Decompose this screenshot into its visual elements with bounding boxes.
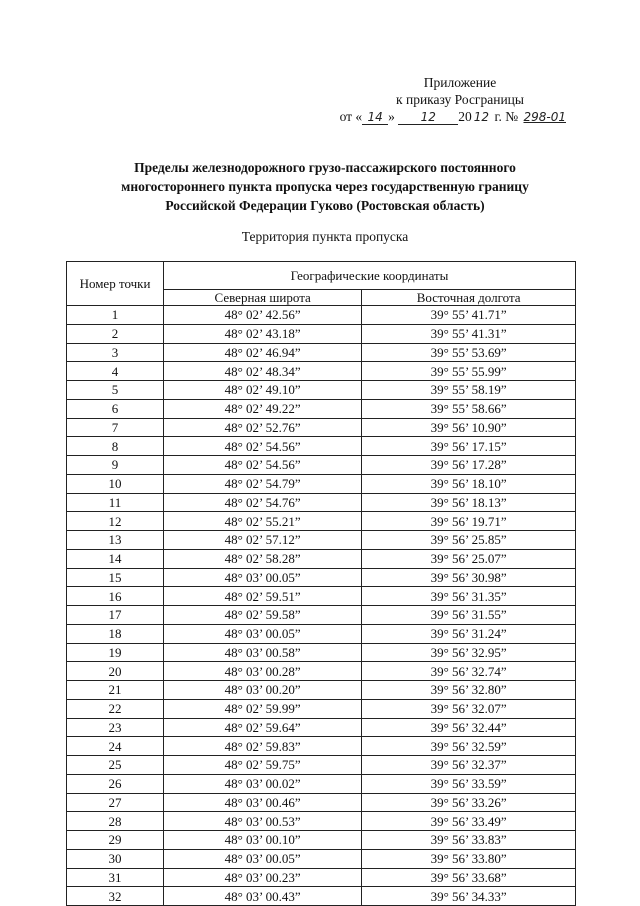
- title-line: Пределы железнодорожного грузо-пассажирского постоянного: [134, 160, 516, 175]
- latitude-cell: 48° 02’ 54.56”: [164, 437, 362, 456]
- order-date-number: [330, 108, 590, 125]
- table-row: [67, 737, 576, 756]
- table-row: [67, 831, 576, 850]
- latitude-cell: 48° 03’ 00.23”: [164, 868, 362, 887]
- longitude-cell: 39° 56’ 18.10”: [362, 474, 576, 493]
- point-number-cell: 22: [67, 699, 164, 718]
- longitude-cell: 39° 56’ 32.59”: [362, 737, 576, 756]
- table-row: [67, 718, 576, 737]
- table-row: [67, 887, 576, 906]
- longitude-cell: 39° 56’ 32.74”: [362, 662, 576, 681]
- table-row: [67, 662, 576, 681]
- order-reference: к приказу Росграницы: [396, 92, 524, 107]
- year-prefix: 20: [458, 109, 472, 124]
- header-longitude: Восточная долгота: [362, 290, 576, 306]
- longitude-cell: 39° 56’ 19.71”: [362, 512, 576, 531]
- longitude-cell: 39° 56’ 31.24”: [362, 624, 576, 643]
- header-geo-coordinates: Географические координаты: [164, 262, 576, 290]
- table-row: [67, 418, 576, 437]
- appendix-label: Приложение: [423, 75, 497, 90]
- point-number-cell: 31: [67, 868, 164, 887]
- latitude-cell: 48° 03’ 00.10”: [164, 831, 362, 850]
- latitude-cell: 48° 02’ 59.51”: [164, 587, 362, 606]
- document-subtitle: Территория пункта пропуска: [241, 229, 409, 244]
- table-body: [67, 306, 576, 906]
- point-number-cell: 6: [67, 399, 164, 418]
- longitude-cell: 39° 56’ 17.15”: [362, 437, 576, 456]
- latitude-cell: 48° 02’ 59.64”: [164, 718, 362, 737]
- longitude-cell: 39° 56’ 31.55”: [362, 606, 576, 625]
- table-row: [67, 868, 576, 887]
- table-row: [67, 849, 576, 868]
- latitude-cell: 48° 03’ 00.46”: [164, 793, 362, 812]
- table-row: [67, 493, 576, 512]
- longitude-cell: 39° 56’ 25.07”: [362, 549, 576, 568]
- point-number-cell: 29: [67, 831, 164, 850]
- table-row: [67, 306, 576, 325]
- longitude-cell: 39° 56’ 33.59”: [362, 774, 576, 793]
- latitude-cell: 48° 03’ 00.05”: [164, 849, 362, 868]
- point-number-cell: 18: [67, 624, 164, 643]
- table-row: [67, 812, 576, 831]
- title-line: Российской Федерации Гуково (Ростовская область): [165, 198, 485, 213]
- table-row: [67, 793, 576, 812]
- document-header: [330, 74, 590, 125]
- longitude-cell: 39° 56’ 33.26”: [362, 793, 576, 812]
- point-number-cell: 21: [67, 681, 164, 700]
- header-latitude: Северная широта: [164, 290, 362, 306]
- longitude-cell: 39° 56’ 25.85”: [362, 531, 576, 550]
- longitude-cell: 39° 56’ 34.33”: [362, 887, 576, 906]
- point-number-cell: 26: [67, 774, 164, 793]
- longitude-cell: 39° 56’ 31.35”: [362, 587, 576, 606]
- latitude-cell: 48° 02’ 58.28”: [164, 549, 362, 568]
- point-number-cell: 27: [67, 793, 164, 812]
- point-number-cell: 10: [67, 474, 164, 493]
- table-row: [67, 512, 576, 531]
- table-row: [67, 531, 576, 550]
- table-row: [67, 381, 576, 400]
- latitude-cell: 48° 03’ 00.02”: [164, 774, 362, 793]
- order-day: 14: [362, 111, 388, 125]
- table-row: [67, 756, 576, 775]
- order-number: 298-01: [523, 110, 566, 124]
- longitude-cell: 39° 56’ 18.13”: [362, 493, 576, 512]
- longitude-cell: 39° 55’ 41.31”: [362, 324, 576, 343]
- latitude-cell: 48° 02’ 54.56”: [164, 456, 362, 475]
- point-number-cell: 23: [67, 718, 164, 737]
- point-number-cell: 5: [67, 381, 164, 400]
- header-point-number: Номер точки: [67, 262, 164, 306]
- coordinates-table: [66, 261, 576, 906]
- table-row: [67, 774, 576, 793]
- latitude-cell: 48° 02’ 54.79”: [164, 474, 362, 493]
- point-number-cell: 9: [67, 456, 164, 475]
- longitude-cell: 39° 56’ 30.98”: [362, 568, 576, 587]
- table-row: [67, 568, 576, 587]
- point-number-cell: 3: [67, 343, 164, 362]
- order-year: 12: [473, 110, 490, 124]
- latitude-cell: 48° 02’ 57.12”: [164, 531, 362, 550]
- latitude-cell: 48° 02’ 43.18”: [164, 324, 362, 343]
- latitude-cell: 48° 03’ 00.53”: [164, 812, 362, 831]
- point-number-cell: 28: [67, 812, 164, 831]
- point-number-cell: 4: [67, 362, 164, 381]
- latitude-cell: 48° 03’ 00.28”: [164, 662, 362, 681]
- point-number-cell: 11: [67, 493, 164, 512]
- longitude-cell: 39° 56’ 33.80”: [362, 849, 576, 868]
- latitude-cell: 48° 03’ 00.05”: [164, 568, 362, 587]
- longitude-cell: 39° 55’ 58.19”: [362, 381, 576, 400]
- longitude-cell: 39° 56’ 32.07”: [362, 699, 576, 718]
- longitude-cell: 39° 56’ 17.28”: [362, 456, 576, 475]
- longitude-cell: 39° 55’ 55.99”: [362, 362, 576, 381]
- latitude-cell: 48° 02’ 59.75”: [164, 756, 362, 775]
- longitude-cell: 39° 56’ 33.49”: [362, 812, 576, 831]
- latitude-cell: 48° 03’ 00.05”: [164, 624, 362, 643]
- latitude-cell: 48° 02’ 59.99”: [164, 699, 362, 718]
- title-line: многостороннего пункта пропуска через государственную границу: [121, 179, 529, 194]
- longitude-cell: 39° 56’ 32.44”: [362, 718, 576, 737]
- longitude-cell: 39° 55’ 53.69”: [362, 343, 576, 362]
- latitude-cell: 48° 02’ 54.76”: [164, 493, 362, 512]
- latitude-cell: 48° 02’ 46.94”: [164, 343, 362, 362]
- point-number-cell: 24: [67, 737, 164, 756]
- table-row: [67, 343, 576, 362]
- table-row: [67, 699, 576, 718]
- longitude-cell: 39° 56’ 33.68”: [362, 868, 576, 887]
- longitude-cell: 39° 56’ 32.80”: [362, 681, 576, 700]
- table-row: [67, 624, 576, 643]
- latitude-cell: 48° 02’ 42.56”: [164, 306, 362, 325]
- point-number-cell: 8: [67, 437, 164, 456]
- longitude-cell: 39° 56’ 10.90”: [362, 418, 576, 437]
- latitude-cell: 48° 03’ 00.58”: [164, 643, 362, 662]
- point-number-cell: 7: [67, 418, 164, 437]
- point-number-cell: 17: [67, 606, 164, 625]
- latitude-cell: 48° 03’ 00.20”: [164, 681, 362, 700]
- latitude-cell: 48° 02’ 59.58”: [164, 606, 362, 625]
- document-title: [60, 158, 590, 215]
- table-row: [67, 606, 576, 625]
- latitude-cell: 48° 03’ 00.43”: [164, 887, 362, 906]
- date-mid: »: [388, 109, 395, 124]
- table-row: [67, 587, 576, 606]
- year-postfix: г. №: [491, 109, 519, 124]
- point-number-cell: 32: [67, 887, 164, 906]
- longitude-cell: 39° 56’ 32.95”: [362, 643, 576, 662]
- table-row: [67, 399, 576, 418]
- latitude-cell: 48° 02’ 52.76”: [164, 418, 362, 437]
- table-row: [67, 324, 576, 343]
- table-row: [67, 549, 576, 568]
- date-prefix: от «: [339, 109, 363, 124]
- longitude-cell: 39° 56’ 33.83”: [362, 831, 576, 850]
- point-number-cell: 13: [67, 531, 164, 550]
- point-number-cell: 2: [67, 324, 164, 343]
- table-row: [67, 474, 576, 493]
- latitude-cell: 48° 02’ 55.21”: [164, 512, 362, 531]
- order-month: 12: [398, 111, 458, 125]
- table-row: [67, 437, 576, 456]
- point-number-cell: 19: [67, 643, 164, 662]
- table-row: [67, 362, 576, 381]
- point-number-cell: 20: [67, 662, 164, 681]
- longitude-cell: 39° 55’ 41.71”: [362, 306, 576, 325]
- longitude-cell: 39° 55’ 58.66”: [362, 399, 576, 418]
- latitude-cell: 48° 02’ 49.10”: [164, 381, 362, 400]
- point-number-cell: 12: [67, 512, 164, 531]
- point-number-cell: 30: [67, 849, 164, 868]
- latitude-cell: 48° 02’ 59.83”: [164, 737, 362, 756]
- point-number-cell: 15: [67, 568, 164, 587]
- table-row: [67, 643, 576, 662]
- latitude-cell: 48° 02’ 48.34”: [164, 362, 362, 381]
- point-number-cell: 16: [67, 587, 164, 606]
- longitude-cell: 39° 56’ 32.37”: [362, 756, 576, 775]
- point-number-cell: 1: [67, 306, 164, 325]
- table-row: [67, 681, 576, 700]
- point-number-cell: 25: [67, 756, 164, 775]
- latitude-cell: 48° 02’ 49.22”: [164, 399, 362, 418]
- point-number-cell: 14: [67, 549, 164, 568]
- table-row: [67, 456, 576, 475]
